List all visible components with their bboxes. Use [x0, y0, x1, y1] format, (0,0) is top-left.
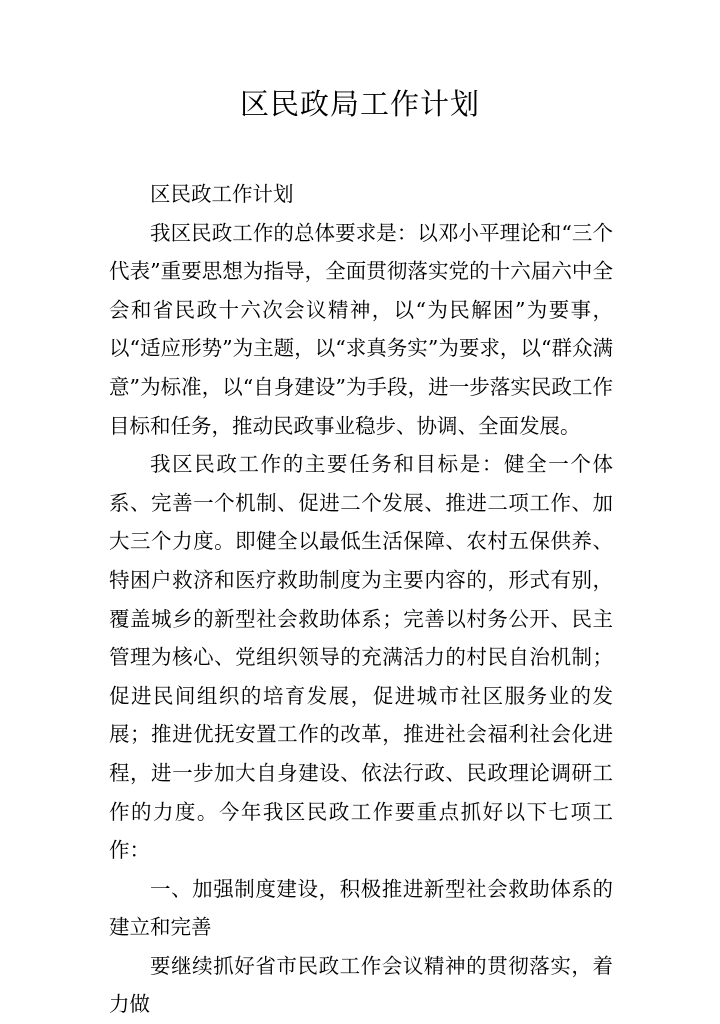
paragraph-subtitle: 区民政工作计划 — [150, 182, 294, 206]
paragraph-main-tasks: 我区民政工作的主要任务和目标是：健全一个体系、完善一个机制、促进二个发展、推进二项工作、加大三个力度。即健全以最低生活保障、农村五保供养、特困户救济和医疗救助制度为主要内容的，形式有别，覆盖城乡的新型社会救助体系；完善以村务公开、民主管理为核心、党组织领导的充满活力的村民自治机制；促进民间组织的培育发展，促进城市社区服务业的发展；推进优抚安置工作的改革，推进社会福利社会化进程，进一步加大自身建设、依法行政、民政理论调研工作的力度。今年我区民政工作要重点抓好以下七项工作： — [109, 452, 613, 863]
paragraph-section-1-body: 要继续抓好省市民政工作会议精神的贯彻落实，着力做 — [109, 953, 613, 1017]
paragraph-section-heading-1: 一、加强制度建设，积极推进新型社会救助体系的建立和完善 — [109, 876, 613, 940]
document-body — [109, 175, 613, 1024]
document-title: 区民政局工作计划 — [239, 87, 480, 121]
paragraph-general-requirements: 我区民政工作的总体要求是：以邓小平理论和“三个代表”重要思想为指导，全面贯彻落实党的十六届六中全会和省民政十六次会议精神，以“为民解困”为要事，以“适应形势”为主题，以“求真务实”为要求，以“群众满意”为标准，以“自身建设”为手段，进一步落实民政工作目标和任务，推动民政事业稳步、协调、全面发展。 — [109, 220, 613, 438]
